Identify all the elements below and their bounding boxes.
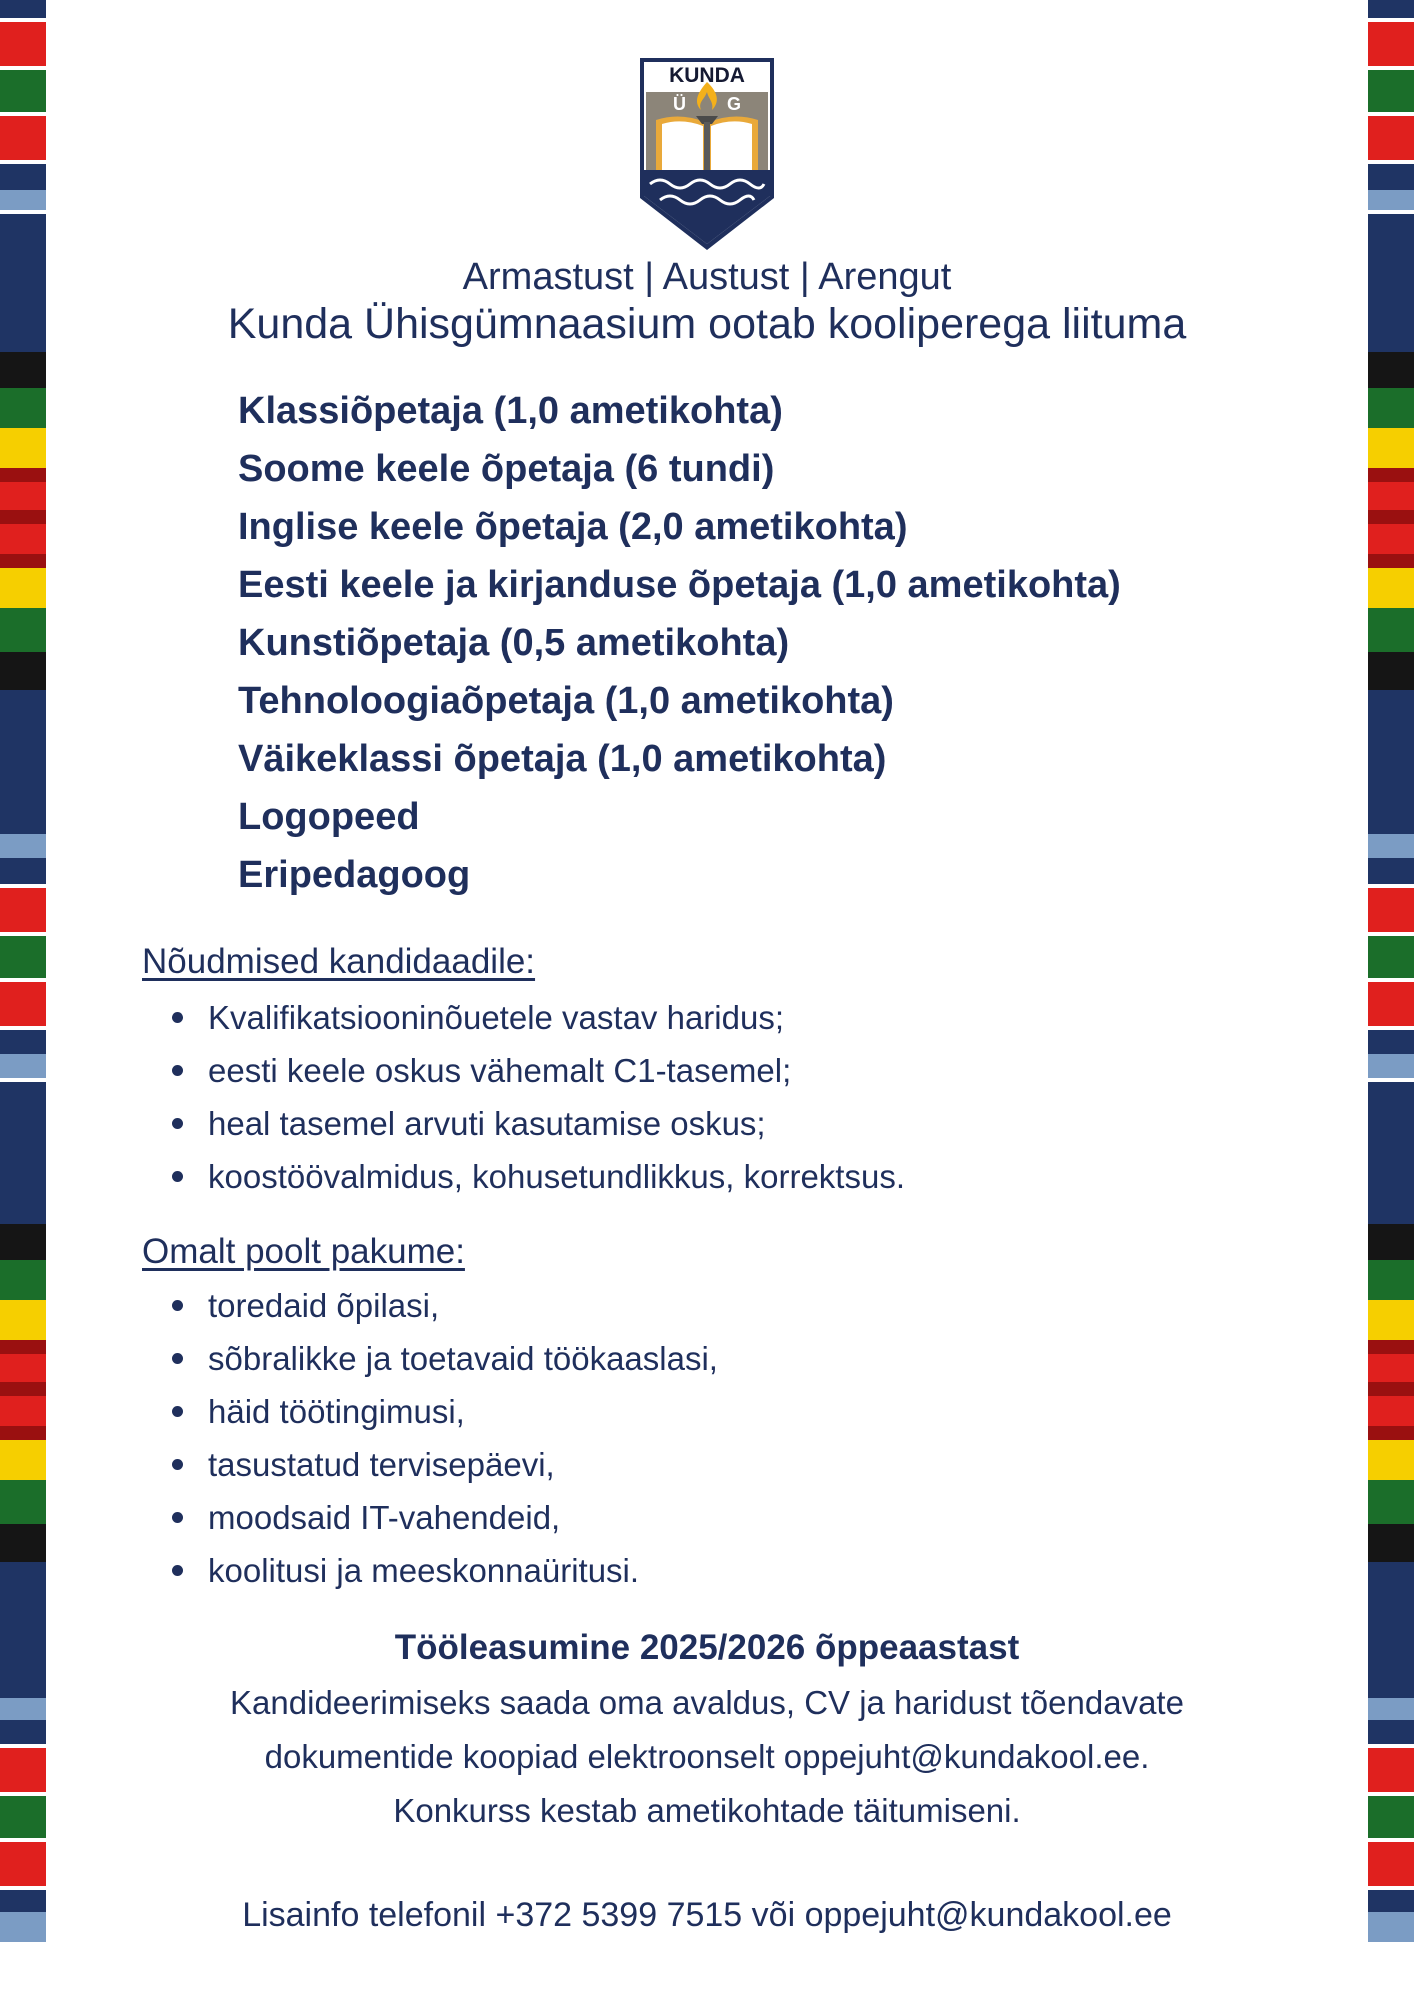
offer-item: häid töötingimusi, (162, 1385, 718, 1438)
stripe-segment (0, 1440, 46, 1480)
stripe-segment (1368, 1030, 1414, 1054)
stripe-segment (1368, 982, 1414, 1026)
stripe-segment (1368, 690, 1414, 834)
requirement-item: heal tasemel arvuti kasutamise oskus; (162, 1097, 905, 1150)
stripe-segment (1368, 164, 1414, 190)
stripe-segment (0, 428, 46, 468)
stripe-segment (1368, 0, 1414, 18)
apply-line: Kandideerimiseks saada oma avaldus, CV ja haridust tõendavate (230, 1684, 1184, 1721)
position-item: Inglise keele õpetaja (2,0 ametikohta) (238, 506, 908, 548)
stripe-segment (1368, 1382, 1414, 1396)
requirement-item: eesti keele oskus vähemalt C1-tasemel; (162, 1044, 905, 1097)
offer-item: moodsaid IT-vahendeid, (162, 1491, 718, 1544)
stripe-segment (0, 1260, 46, 1300)
stripe-segment (0, 1354, 46, 1382)
stripe-segment (1368, 1796, 1414, 1838)
offer-item: toredaid õpilasi, (162, 1279, 718, 1332)
stripe-segment (0, 1054, 46, 1078)
bullet-dot-icon (172, 1118, 183, 1129)
stripe-segment (0, 1396, 46, 1426)
bullet-dot-icon (172, 1353, 183, 1364)
application-instructions (120, 1676, 1294, 1838)
stripe-segment (0, 834, 46, 858)
stripe-segment (0, 116, 46, 160)
stripe-segment (0, 1720, 46, 1744)
stripe-segment (0, 554, 46, 568)
bullet-dot-icon (172, 1565, 183, 1576)
stripe-segment (1368, 1524, 1414, 1562)
bullet-dot-icon (172, 1300, 183, 1311)
stripe-segment (0, 352, 46, 388)
stripe-segment (1368, 428, 1414, 468)
stripe-segment (1368, 1260, 1414, 1300)
stripe-segment (0, 1748, 46, 1792)
stripe-segment (0, 482, 46, 510)
stripe-segment (1368, 1720, 1414, 1744)
stripe-segment (0, 1382, 46, 1396)
bullet-dot-icon (172, 1012, 183, 1023)
stripe-segment (1368, 1054, 1414, 1078)
stripe-segment (0, 524, 46, 554)
stripe-segment (0, 468, 46, 482)
stripe-segment (1368, 1480, 1414, 1524)
stripe-segment (1368, 352, 1414, 388)
contact-info: Lisainfo telefonil +372 5399 7515 või oppejuht@kundakool.ee (242, 1896, 1172, 1934)
stripe-segment (1368, 608, 1414, 652)
offer-item: tasustatud tervisepäevi, (162, 1438, 718, 1491)
offer-item: koolitusi ja meeskonnaüritusi. (162, 1544, 718, 1597)
position-item: Soome keele õpetaja (6 tundi) (238, 448, 775, 490)
stripe-segment (1368, 70, 1414, 112)
school-motto: Armastust | Austust | Arengut (462, 256, 952, 298)
intro-heading: Kunda Ühisgümnaasium ootab kooliperega liituma (227, 300, 1187, 348)
stripe-segment (1368, 1748, 1414, 1792)
stripe-segment (1368, 524, 1414, 554)
requirements-title: Nõudmised kandidaadile: (142, 942, 536, 981)
stripe-segment (0, 190, 46, 210)
stripe-segment (1368, 116, 1414, 160)
stripe-segment (0, 510, 46, 524)
stripe-segment (0, 1082, 46, 1224)
bullet-dot-icon (172, 1065, 183, 1076)
stripe-segment (1368, 1224, 1414, 1260)
stripe-segment (0, 568, 46, 608)
stripe-segment (1368, 1440, 1414, 1480)
stripe-segment (0, 164, 46, 190)
bullet-dot-icon (172, 1512, 183, 1523)
offer-list (162, 1279, 718, 1597)
stripe-segment (1368, 1698, 1414, 1720)
stripe-segment (0, 70, 46, 112)
stripe-segment (0, 608, 46, 652)
stripe-segment (0, 388, 46, 428)
stripe-segment (0, 1300, 46, 1340)
bullet-dot-icon (172, 1171, 183, 1182)
bullet-dot-icon (172, 1459, 183, 1470)
stripe-segment (1368, 510, 1414, 524)
stripe-segment (0, 0, 46, 18)
requirement-item: koostöövalmidus, kohusetundlikkus, korrektsus. (162, 1150, 905, 1203)
stripe-segment (1368, 1354, 1414, 1382)
stripe-segment (0, 858, 46, 884)
stripe-segment (0, 936, 46, 978)
stripe-segment (0, 982, 46, 1026)
stripe-segment (1368, 568, 1414, 608)
offer-title: Omalt poolt pakume: (142, 1232, 465, 1271)
stripe-segment (0, 22, 46, 66)
stripe-segment (1368, 468, 1414, 482)
stripe-segment (1368, 554, 1414, 568)
apply-line: Konkurss kestab ametikohtade täitumiseni. (393, 1792, 1021, 1829)
stripe-segment (1368, 190, 1414, 210)
stripe-segment (1368, 652, 1414, 690)
stripe-segment (1368, 1340, 1414, 1354)
stripe-segment (1368, 482, 1414, 510)
offer-item: sõbralikke ja toetavaid töökaaslasi, (162, 1332, 718, 1385)
stripe-segment (1368, 388, 1414, 428)
stripe-segment (1368, 1426, 1414, 1440)
stripe-segment (1368, 834, 1414, 858)
stripe-segment (1368, 858, 1414, 884)
position-item: Logopeed (238, 796, 420, 838)
position-item: Kunstiõpetaja (0,5 ametikohta) (238, 622, 790, 664)
stripe-segment (0, 1224, 46, 1260)
apply-line: dokumentide koopiad elektroonselt oppejuht@kundakool.ee. (264, 1738, 1150, 1775)
position-item: Eesti keele ja kirjanduse õpetaja (1,0 ametikohta) (238, 564, 1121, 606)
requirement-item: Kvalifikatsiooninõuetele vastav haridus; (162, 991, 905, 1044)
stripe-segment (1368, 888, 1414, 932)
stripe-segment (0, 1698, 46, 1720)
logo-top-text: KUNDA (669, 64, 745, 87)
stripe-segment (0, 1426, 46, 1440)
stripe-segment (0, 690, 46, 834)
position-item: Väikeklassi õpetaja (1,0 ametikohta) (238, 738, 887, 780)
requirements-list (162, 991, 905, 1203)
stripe-segment (0, 1524, 46, 1562)
stripe-segment (0, 1796, 46, 1838)
stripe-segment (1368, 1842, 1414, 1886)
stripe-segment (1368, 22, 1414, 66)
stripe-segment (0, 1480, 46, 1524)
stripe-segment (0, 652, 46, 690)
stripe-segment (0, 888, 46, 932)
stripe-segment (0, 1030, 46, 1054)
stripe-segment (1368, 1396, 1414, 1426)
position-item: Tehnoloogiaõpetaja (1,0 ametikohta) (238, 680, 894, 722)
stripe-segment (0, 1340, 46, 1354)
job-positions-list (238, 382, 1121, 904)
stripe-segment (1368, 1082, 1414, 1224)
stripe-segment (1368, 936, 1414, 978)
stripe-segment (0, 1842, 46, 1886)
stripe-segment (1368, 1300, 1414, 1340)
start-date-heading: Tööleasumine 2025/2026 õppeaastast (394, 1628, 1020, 1667)
position-item: Eripedagoog (238, 854, 471, 896)
logo-letters: Ü G (672, 94, 741, 114)
bullet-dot-icon (172, 1406, 183, 1417)
position-item: Klassiõpetaja (1,0 ametikohta) (238, 390, 783, 432)
